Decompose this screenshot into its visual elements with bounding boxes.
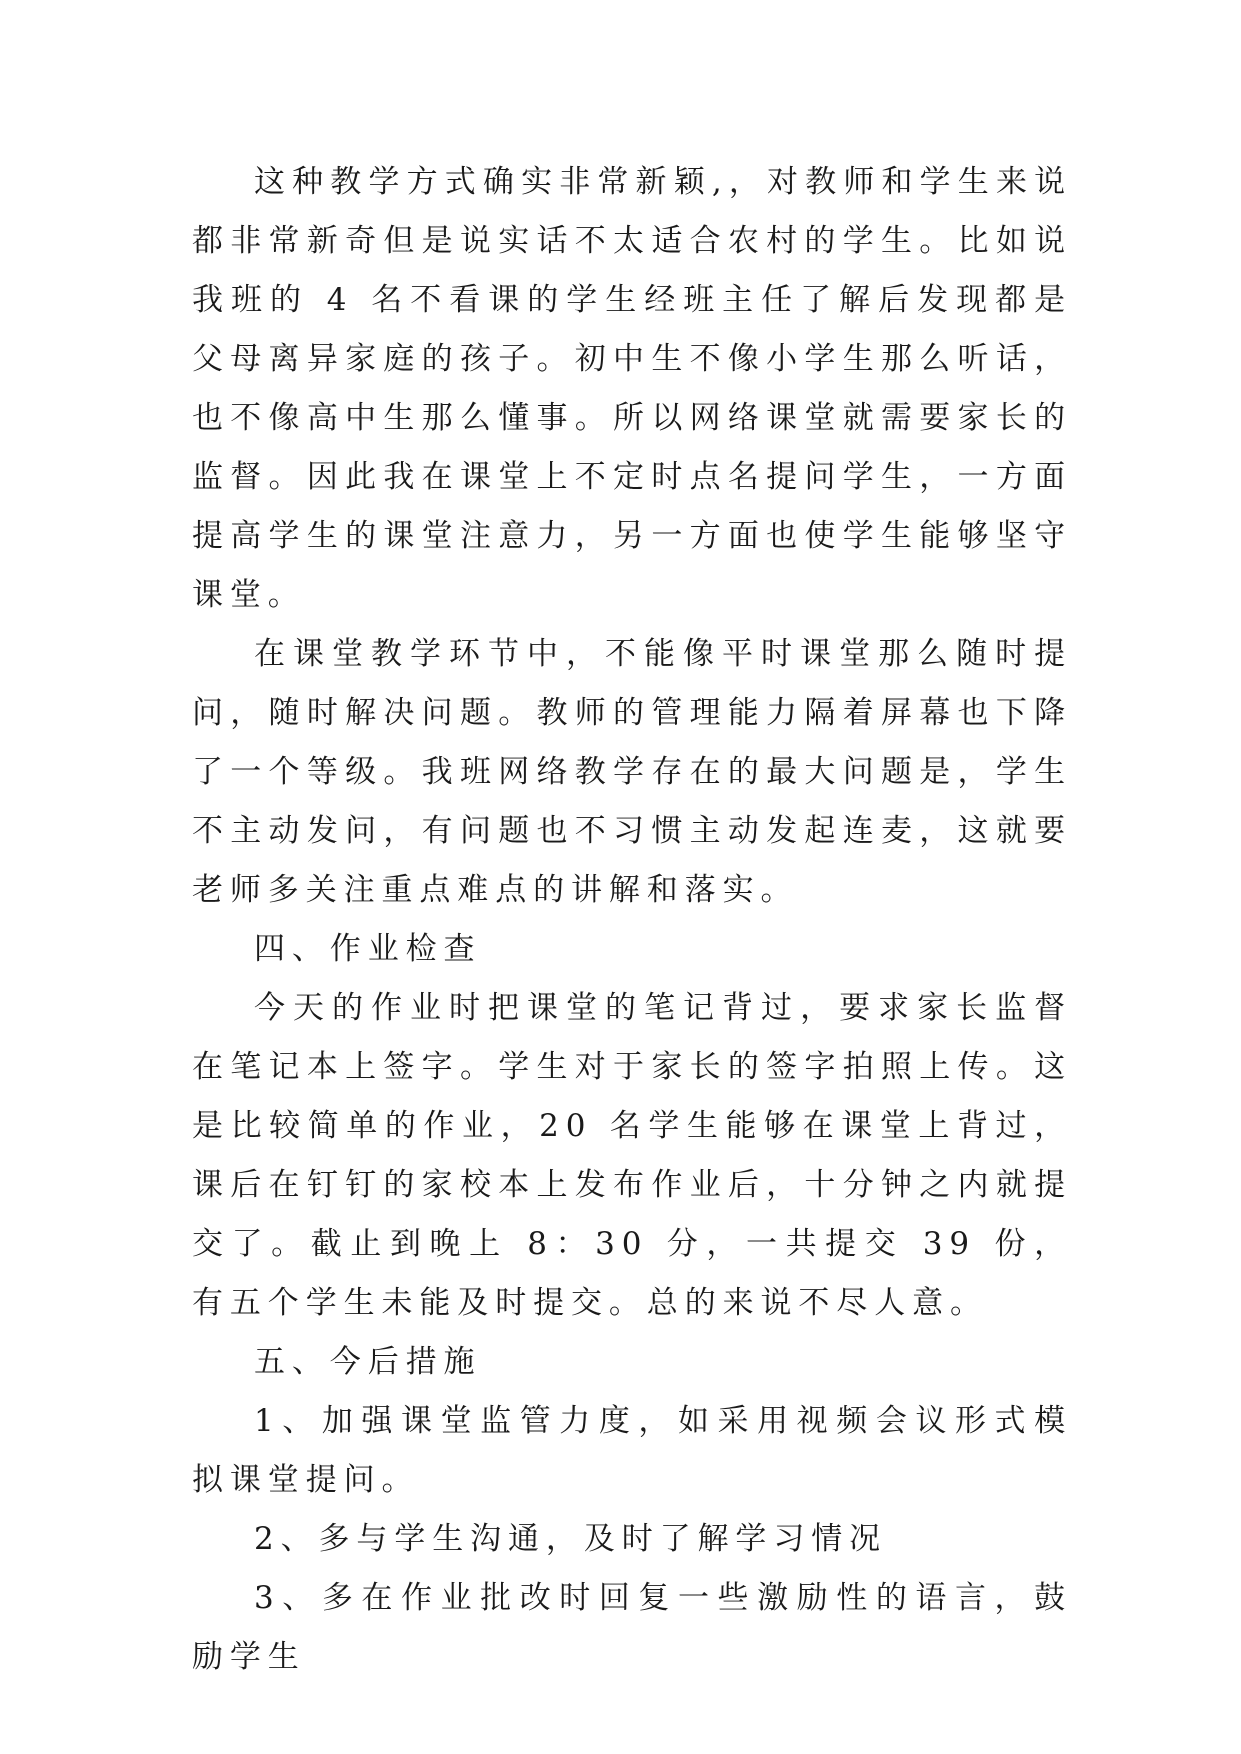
measure-item-1: 1、加强课堂监管力度，如采用视频会议形式模拟课堂提问。	[192, 1403, 1072, 1498]
paragraph-classroom-interaction: 在课堂教学环节中，不能像平时课堂那么随时提问，随时解决问题。教师的管理能力隔着屏幕也下降了一个等级。我班网络教学存在的最大问题是，学生不主动发问，有问题也不习惯主动发起连麦，这就要老师多关注重点难点的讲解和落实。	[192, 636, 1072, 908]
paragraph-teaching-method: 这种教学方式确实非常新颖,，对教师和学生来说都非常新奇但是说实话不太适合农村的学生。比如说我班的 4 名不看课的学生经班主任了解后发现都是父母离异家庭的孩子。初中生不像小学生那么听话，也不像高中生那么懂事。所以网络课堂就需要家长的监督。因此我在课堂上不定时点名提问学生，一方面提高学生的课堂注意力，另一方面也使学生能够坚守课堂。	[192, 164, 1072, 613]
section-heading-future-measures: 五、今后措施	[254, 1344, 482, 1380]
measure-item-3: 3、多在作业批改时回复一些激励性的语言，鼓励学生	[192, 1580, 1072, 1675]
section-heading-homework-check: 四、作业检查	[254, 931, 482, 967]
document-page	[192, 153, 1072, 1687]
paragraph-homework-details: 今天的作业时把课堂的笔记背过，要求家长监督在笔记本上签字。学生对于家长的签字拍照上传。这是比较简单的作业，20 名学生能够在课堂上背过，课后在钉钉的家校本上发布作业后，十分钟之内就提交了。截止到晚上 8：30 分，一共提交 39 份，有五个学生未能及时提交。总的来说不尽人意。	[192, 990, 1072, 1321]
measure-item-2: 2、多与学生沟通，及时了解学习情况	[254, 1521, 888, 1557]
